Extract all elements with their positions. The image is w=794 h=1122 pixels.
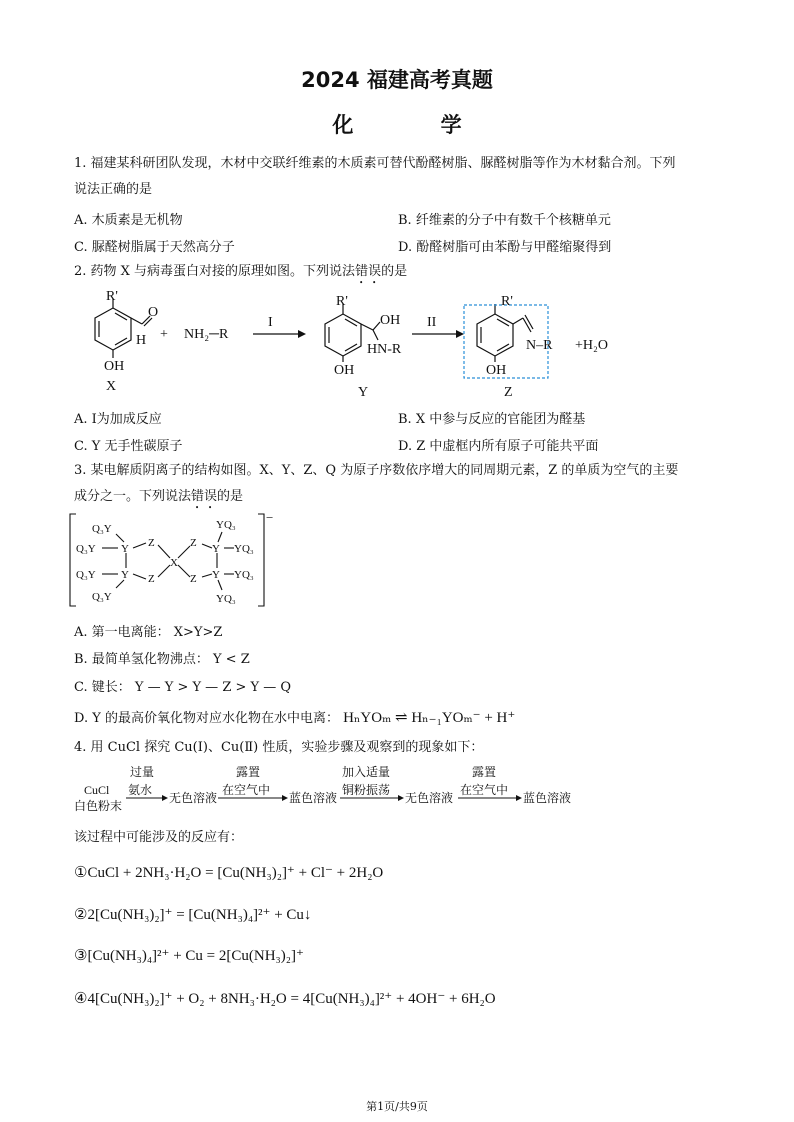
x-rprime-label: R' [106, 289, 118, 304]
y-label-4: Y [212, 569, 220, 581]
flow-start-top: CuCl [84, 783, 110, 797]
flow-start-bottom: 白色粉末 [74, 799, 123, 813]
q2-stem-pre: 2. 药物 X 与病毒蛋白对接的原理如图。下列说法 [74, 264, 356, 279]
q3-option-d-text: D. Y 的最高价氧化物对应水化物在水中电离： [74, 711, 339, 726]
q3-stem-emphasis: 错误 [191, 489, 218, 504]
z-nr-label: N‒R [526, 338, 553, 353]
q3-anion-structure [66, 510, 286, 610]
q2-option-d: D. Z 中虚框内所有原子可能共平面 [398, 439, 599, 454]
q3y-label-1: Q₃Y [92, 523, 112, 535]
q1-stem-line2: 说法正确的是 [74, 182, 153, 197]
q2-reaction-scheme [60, 286, 660, 404]
flow-a3-bottom: 铜粉振荡 [342, 783, 391, 797]
flow-a1-top: 过量 [130, 765, 155, 779]
yq3-label-1: YQ₃ [216, 519, 236, 531]
flow-s3: 无色溶液 [405, 791, 454, 805]
flow-s4: 蓝色溶液 [523, 791, 572, 805]
z-label-2: Z [148, 573, 155, 585]
q4-reaction-4: ④4[Cu(NH₃)₂]⁺ + O₂ + 8NH₃·H₂O = 4[Cu(NH₃)₄]²⁺ + 4OH⁻ + 6H₂O [74, 991, 496, 1007]
q1-option-d: D. 酚醛树脂可由苯酚与甲醛缩聚得到 [398, 240, 612, 255]
water-product-label: +H₂O [575, 338, 608, 353]
flow-a1-bottom: 氨水 [128, 783, 153, 797]
q3-option-d [74, 707, 515, 727]
z-label-4: Z [190, 573, 197, 585]
q2-stem [74, 263, 407, 287]
q3-option-a: A. 第一电离能： X>Y>Z [74, 625, 223, 640]
subject-heading: 化 学 [332, 113, 502, 137]
q1-option-c: C. 脲醛树脂属于天然高分子 [74, 240, 235, 255]
z-oh-label: OH [486, 363, 507, 378]
page-footer: 第1页/共9页 [366, 1100, 428, 1113]
z-compound-label: Z [504, 385, 513, 400]
flow-s2: 蓝色溶液 [289, 791, 338, 805]
flow-a4-bottom: 在空气中 [460, 783, 509, 797]
y-label-1: Y [121, 543, 129, 555]
y-hnr-label: HN-R [367, 342, 402, 357]
q2-option-c: C. Y 无手性碳原子 [74, 439, 183, 454]
x-center-label: X [170, 557, 178, 569]
z-label-3: Z [190, 537, 197, 549]
x-h-label: H [136, 333, 147, 348]
q1-option-a: A. 木质素是无机物 [74, 213, 183, 228]
q1-stem-line1: 1. 福建某科研团队发现，木材中交联纤维素的木质素可替代酚醛树脂、脲醛树脂等作为木材黏合剂。下列 [74, 156, 676, 171]
z-label-1: Z [148, 537, 155, 549]
y-benzene-ring [325, 314, 361, 356]
x-oh-label: OH [104, 359, 125, 374]
flow-a3-top: 加入适量 [342, 765, 391, 779]
flow-a2-bottom: 在空气中 [222, 783, 271, 797]
page-title: 2024 福建高考真题 [301, 68, 493, 92]
q2-option-b: B. X 中参与反应的官能团为醛基 [398, 412, 586, 427]
yq3-label-2: YQ₃ [234, 543, 254, 555]
q3y-label-4: Q₃Y [92, 591, 112, 603]
q1-option-b: B. 纤维素的分子中有数千个核糖单元 [398, 213, 611, 228]
z-rprime-label: R' [501, 294, 513, 309]
q4-reaction-2: ②2[Cu(NH₃)₂]⁺ = [Cu(NH₃)₄]²⁺ + Cu↓ [74, 907, 312, 923]
flow-a2-top: 露置 [236, 765, 261, 779]
q4-reaction-3: ③[Cu(NH₃)₄]²⁺ + Cu = 2[Cu(NH₃)₂]⁺ [74, 948, 304, 964]
q2-stem-emphasis: 错误 [355, 264, 382, 279]
plus-sign: + [160, 327, 168, 342]
step-ii-label: II [427, 315, 437, 330]
z-benzene-ring [477, 314, 513, 356]
amine-label: NH₂─R [184, 327, 229, 342]
y-oh2-label: OH [334, 363, 355, 378]
yq3-label-4: YQ₃ [216, 593, 236, 605]
q3-stem-line2 [74, 488, 243, 512]
q2-stem-post: 的是 [381, 264, 408, 279]
y-label-3: Y [212, 543, 220, 555]
x-benzene-ring [95, 308, 131, 350]
y-label-2: Y [121, 569, 129, 581]
x-compound-label: X [106, 379, 117, 394]
q3-stem-line1: 3. 某电解质阴离子的结构如图。X、Y、Z、Q 为原子序数依序增大的同周期元素，Z 的单质为空气的主要 [74, 463, 679, 478]
q4-experiment-flow [70, 762, 590, 814]
q3y-label-3: Q₃Y [76, 569, 96, 581]
q2-option-a: A. I为加成反应 [74, 412, 162, 427]
y-compound-label: Y [358, 385, 369, 400]
y-rprime-label: R' [336, 294, 348, 309]
q3-option-c: C. 键长： Y — Y > Y — Z > Y — Q [74, 680, 292, 695]
q4-stem: 4. 用 CuCl 探究 Cu(Ⅰ)、Cu(Ⅱ) 性质，实验步骤及观察到的现象如下： [74, 740, 484, 755]
y-oh-label: OH [380, 313, 401, 328]
q3-stem-post: 的是 [217, 489, 244, 504]
q3-stem-pre: 成分之一。下列说法 [74, 489, 192, 504]
q3y-label-2: Q₃Y [76, 543, 96, 555]
q3-option-b: B. 最简单氢化物沸点： Y < Z [74, 652, 250, 667]
q3-option-d-equation: HₙYOₘ ⇌ Hₙ₋₁YOₘ⁻ + H⁺ [343, 710, 516, 726]
yq3-label-3: YQ₃ [234, 569, 254, 581]
q4-reaction-1: ①CuCl + 2NH₃·H₂O = [Cu(NH₃)₂]⁺ + Cl⁻ + 2H₂O [74, 865, 384, 881]
charge-label: − [266, 510, 274, 525]
flow-a4-top: 露置 [472, 765, 497, 779]
q4-lead: 该过程中可能涉及的反应有： [74, 830, 244, 845]
flow-s1: 无色溶液 [169, 791, 218, 805]
step-i-label: I [268, 315, 273, 330]
x-o-label: O [148, 305, 159, 320]
